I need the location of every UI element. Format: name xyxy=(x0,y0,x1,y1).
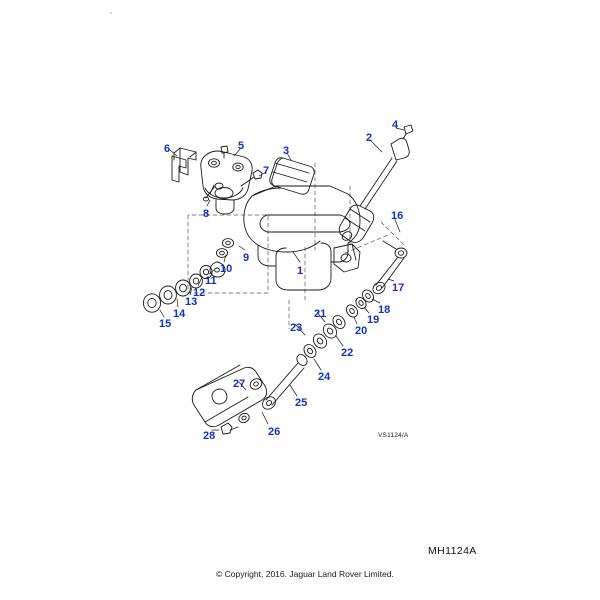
callout-28: 28 xyxy=(203,430,216,442)
callout-7: 7 xyxy=(263,165,270,177)
callout-19: 19 xyxy=(367,314,380,326)
callout-17: 17 xyxy=(392,282,405,294)
callout-2: 2 xyxy=(366,132,373,144)
callout-9: 9 xyxy=(243,252,250,264)
copyright-notice: © Copyright, 2016. Jaguar Land Rover Limited. xyxy=(216,569,394,579)
callout-27: 27 xyxy=(233,378,246,390)
callout-14: 14 xyxy=(173,308,186,320)
callout-1: 1 xyxy=(297,265,304,277)
callout-12: 12 xyxy=(193,287,206,299)
callout-10: 10 xyxy=(220,263,233,275)
callout-6: 6 xyxy=(164,143,171,155)
drawing-part-code: VS1124/A xyxy=(378,432,409,439)
callout-26: 26 xyxy=(268,426,281,438)
callout-13: 13 xyxy=(185,296,198,308)
callout-5: 5 xyxy=(238,140,245,152)
callout-20: 20 xyxy=(355,325,368,337)
callout-15: 15 xyxy=(159,318,172,330)
callout-4: 4 xyxy=(392,119,399,131)
callout-8: 8 xyxy=(203,208,210,220)
callout-16: 16 xyxy=(391,210,404,222)
callout-3: 3 xyxy=(283,145,290,157)
callout-23: 23 xyxy=(290,322,303,334)
callout-21: 21 xyxy=(314,308,327,320)
callout-18: 18 xyxy=(378,304,391,316)
callout-25: 25 xyxy=(295,397,308,409)
callout-24: 24 xyxy=(318,371,331,383)
figure-code: MH1124A xyxy=(428,545,477,557)
callout-11: 11 xyxy=(205,275,217,287)
callout-22: 22 xyxy=(341,347,354,359)
